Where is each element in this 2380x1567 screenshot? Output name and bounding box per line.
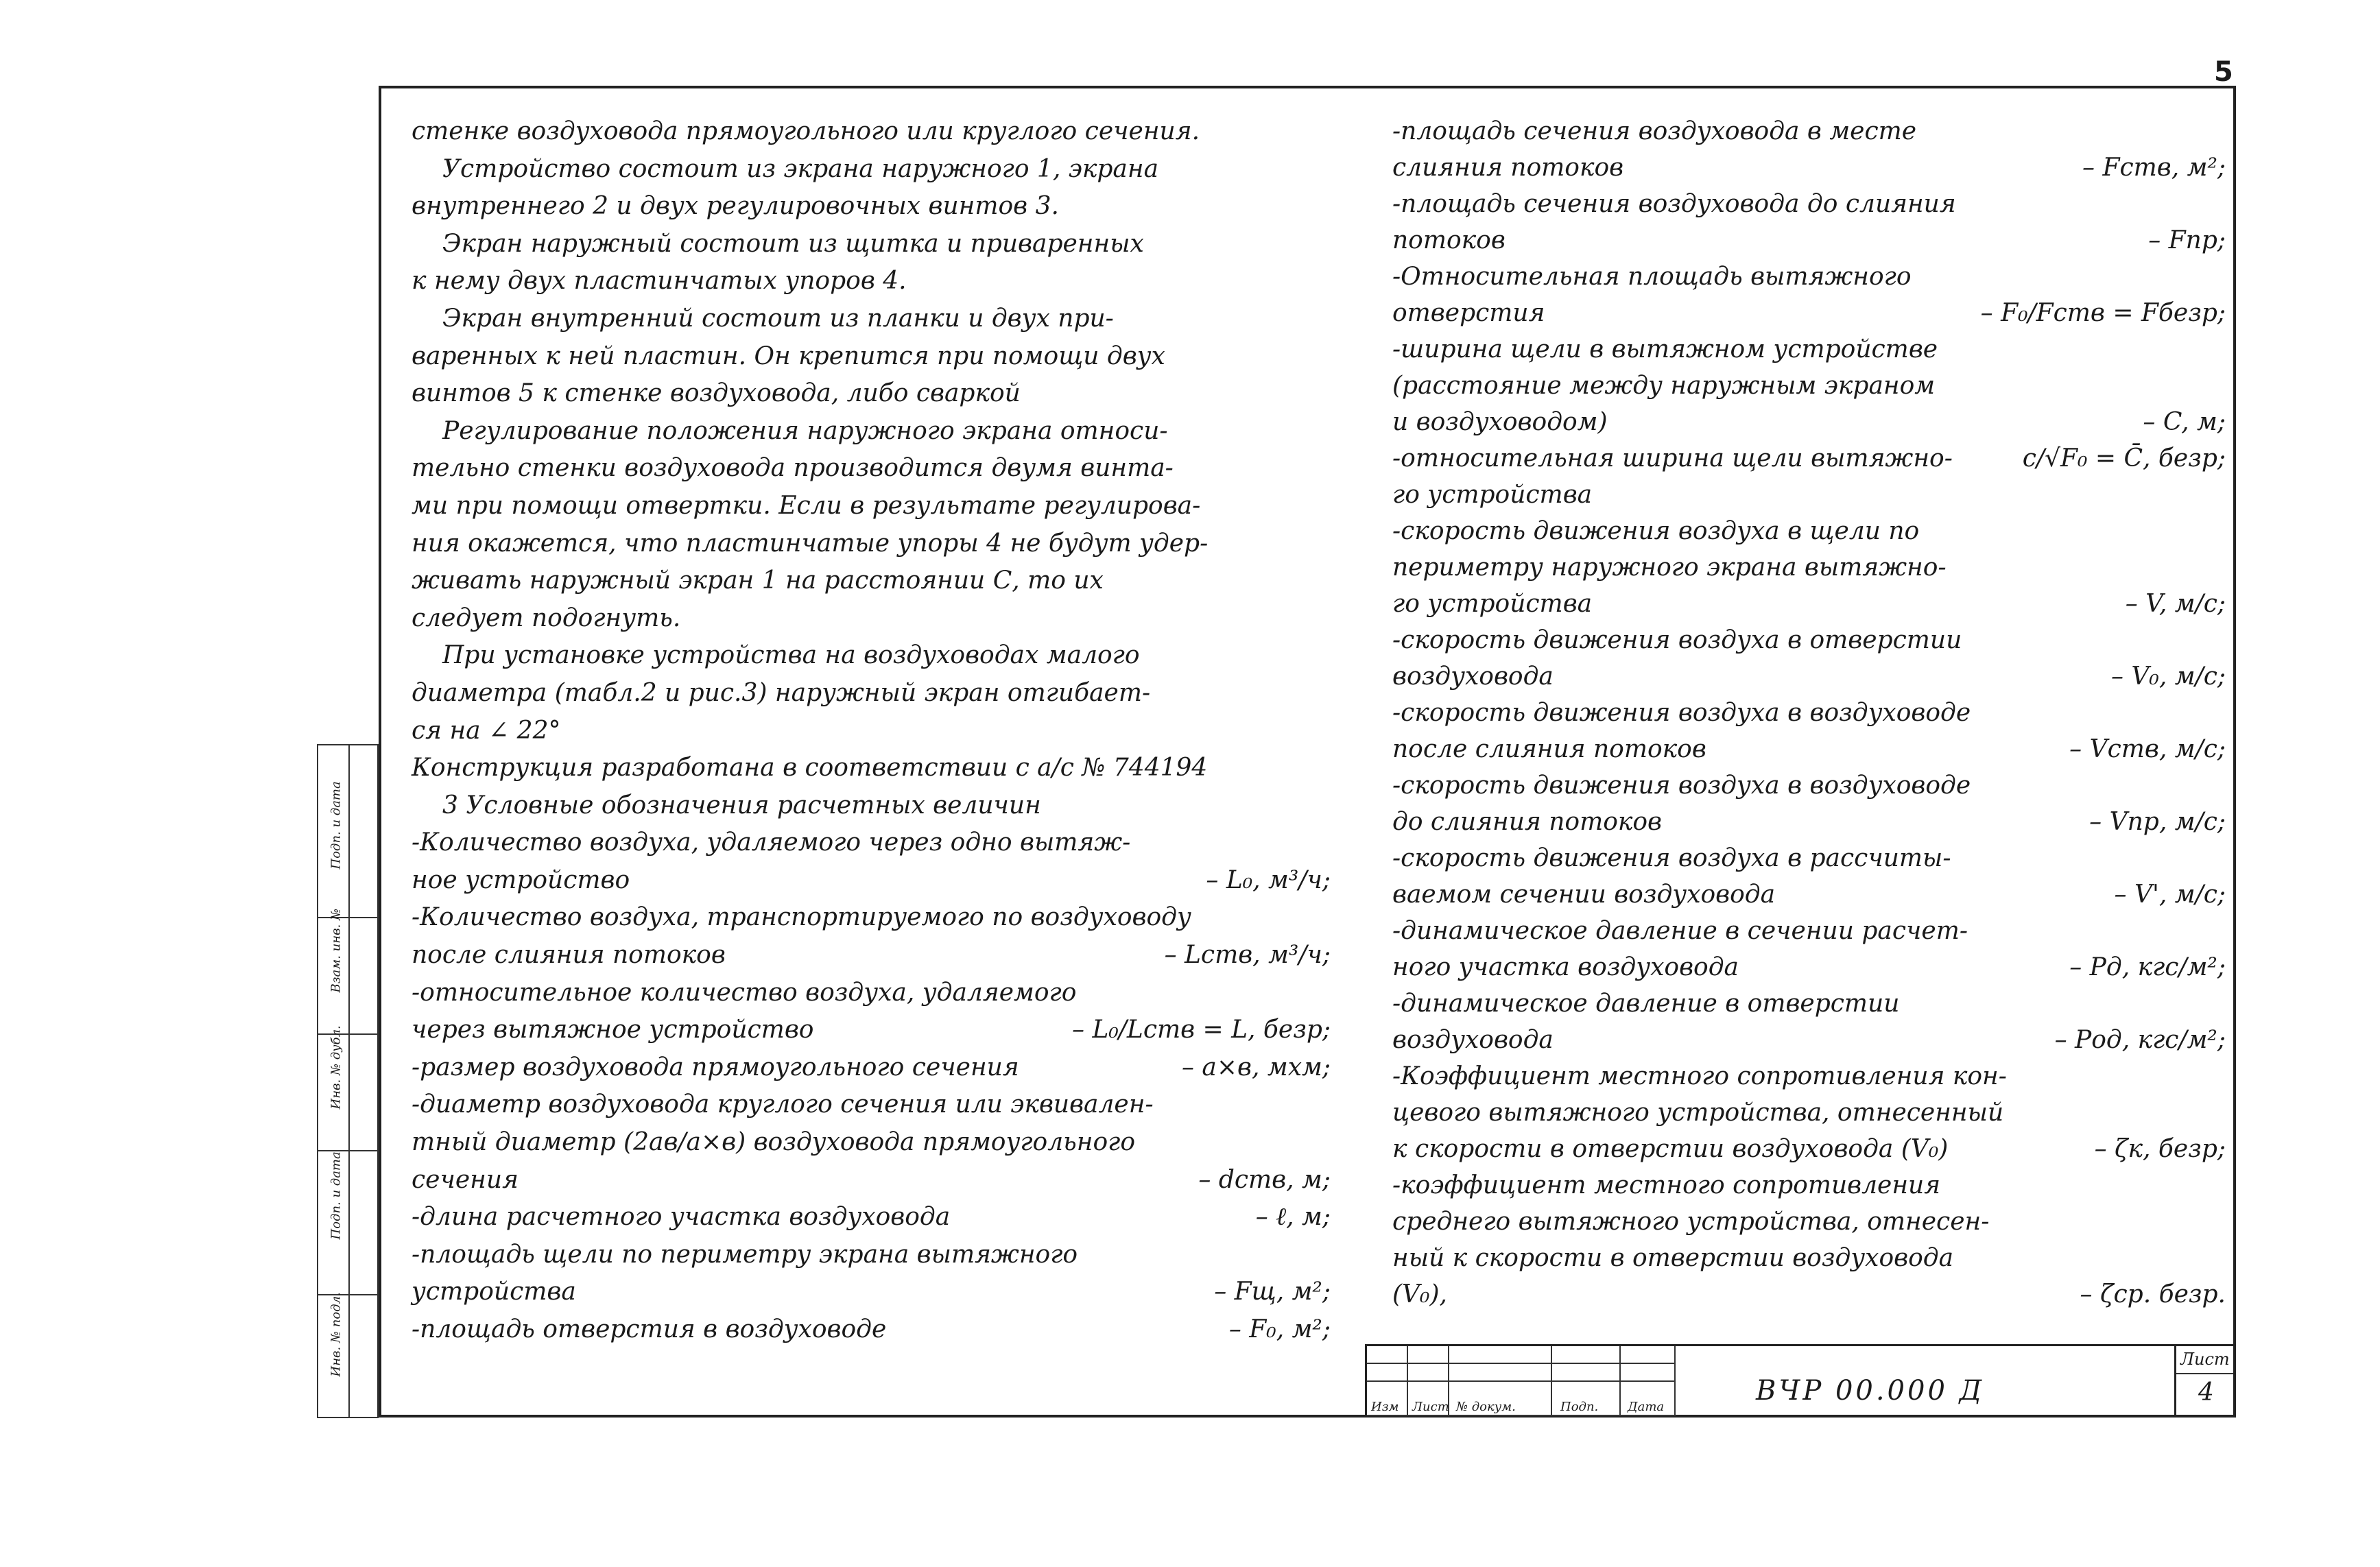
line-text: -диаметр воздуховода круглого сечения или эквивален- xyxy=(412,1090,1154,1119)
text-line xyxy=(412,862,1331,900)
text-line xyxy=(412,1124,1331,1162)
line-text: -скорость движения воздуха в щели по xyxy=(1392,517,1920,545)
text-line xyxy=(1392,658,2226,695)
text-line xyxy=(1392,222,2226,259)
line-text: отверстия xyxy=(1392,299,1545,327)
title-block-label: Лист xyxy=(1412,1400,1449,1414)
line-text: -Относительная площадь вытяжного xyxy=(1392,263,1912,291)
line-text: (V₀), xyxy=(1392,1280,1447,1308)
text-line xyxy=(1392,404,2226,440)
symbol-value: – Vcтв, м/с; xyxy=(2069,735,2226,763)
line-text: -Коэффициент местного сопротивления кон- xyxy=(1392,1062,2007,1090)
text-line xyxy=(412,1199,1331,1236)
text-line xyxy=(412,637,1331,675)
text-line xyxy=(412,750,1331,787)
line-text: (расстояние между наружным экраном xyxy=(1392,372,1936,400)
line-text: потоков xyxy=(1392,226,1506,254)
line-text: -динамическое давление в сечении расчет- xyxy=(1392,917,1968,945)
line-text: внутреннего 2 и двух регулировочных винтов 3. xyxy=(412,192,1059,221)
text-line xyxy=(1392,477,2226,513)
line-text: -Количество воздуха, удаляемого через одно вытяж- xyxy=(412,828,1131,857)
text-line xyxy=(1392,513,2226,549)
text-line xyxy=(1392,804,2226,840)
line-text: -площадь сечения воздуховода в месте xyxy=(1392,117,1917,145)
side-stamp-label: Подп. и дата xyxy=(329,1151,344,1240)
line-text: ного участка воздуховода xyxy=(1392,953,1739,981)
line-text: Регулирование положения наружного экрана относи- xyxy=(442,416,1168,445)
line-text: к нему двух пластинчатых упоров 4. xyxy=(412,267,907,296)
symbol-value: – dcтв, м; xyxy=(1198,1165,1331,1194)
text-line xyxy=(1392,949,2226,985)
line-text: Устройство состоит из экрана наружного 1, экрана xyxy=(442,154,1159,183)
text-line xyxy=(412,562,1331,600)
line-text: го устройства xyxy=(1392,481,1593,509)
title-block-label: № докум. xyxy=(1456,1400,1516,1414)
line-text: -динамическое давление в отверстии xyxy=(1392,990,1900,1018)
text-line xyxy=(412,450,1331,488)
line-text: после слияния потоков xyxy=(412,941,726,970)
text-line xyxy=(412,113,1331,151)
line-text: ся на ∠ 22° xyxy=(412,716,561,745)
text-line xyxy=(412,1049,1331,1087)
symbol-value: – C, м; xyxy=(2143,408,2226,436)
line-text: периметру наружного экрана вытяжно- xyxy=(1392,553,1947,582)
line-text: 3 Условные обозначения расчетных величин xyxy=(442,791,1041,820)
text-line xyxy=(412,1273,1331,1311)
line-text: -скорость движения воздуха в рассчиты- xyxy=(1392,844,1951,872)
title-block-label: Подп. xyxy=(1560,1400,1599,1414)
line-text: -ширина щели в вытяжном устройстве xyxy=(1392,335,1938,363)
text-line xyxy=(1392,368,2226,404)
line-text: и воздуховодом) xyxy=(1392,408,1608,436)
text-line xyxy=(412,1236,1331,1274)
symbol-value: – Vпр, м/с; xyxy=(2089,808,2226,836)
line-text: к скорости в отверстии воздуховода (V₀) xyxy=(1392,1135,1949,1163)
line-text: -скорость движения воздуха в воздуховоде xyxy=(1392,771,1971,800)
line-text: ваемом сечении воздуховода xyxy=(1392,881,1776,909)
symbol-value: – Pод, кгс/м²; xyxy=(2054,1026,2226,1054)
symbol-value: – F₀/Fcтв = Fбезр; xyxy=(1980,299,2226,327)
line-text: ное устройство xyxy=(412,865,630,894)
text-line xyxy=(412,899,1331,937)
text-line xyxy=(412,787,1331,825)
text-line xyxy=(1392,113,2226,149)
line-text: среднего вытяжного устройства, отнесен- xyxy=(1392,1208,1990,1236)
document-code: ВЧР 00.000 Д xyxy=(1756,1375,1985,1407)
line-text: -длина расчетного участка воздуховода xyxy=(412,1203,951,1232)
text-line xyxy=(1392,259,2226,295)
text-line xyxy=(412,937,1331,974)
symbol-value: – V', м/с; xyxy=(2114,881,2226,909)
line-text: -коэффициент местного сопротивления xyxy=(1392,1171,1941,1199)
symbol-value: – Fпр; xyxy=(2148,226,2226,254)
line-text: -размер воздуховода прямоугольного сечения xyxy=(412,1053,1019,1081)
text-line xyxy=(1392,1204,2226,1240)
line-text: слияния потоков xyxy=(1392,154,1624,182)
text-line xyxy=(1392,985,2226,1022)
line-text: -площадь отверстия в воздуховоде xyxy=(412,1315,887,1343)
text-line xyxy=(1392,913,2226,949)
line-text: Конструкция разработана в соответствии с а/с № 744194 xyxy=(412,754,1208,782)
symbol-value: – Lcтв, м³/ч; xyxy=(1164,941,1331,970)
text-line xyxy=(412,1086,1331,1124)
text-line xyxy=(1392,622,2226,658)
line-text: винтов 5 к стенке воздуховода, либо сваркой xyxy=(412,379,1021,408)
line-text: стенке воздуховода прямоугольного или круглого сечения. xyxy=(412,117,1200,145)
text-line xyxy=(1392,1058,2226,1094)
text-line xyxy=(1392,1131,2226,1167)
side-stamp-label: Инв. № дубл. xyxy=(329,1025,344,1110)
symbol-value: – V, м/с; xyxy=(2125,590,2226,618)
line-text: ный к скорости в отверстии воздуховода xyxy=(1392,1244,1954,1272)
text-line xyxy=(1392,331,2226,368)
title-block-label: Дата xyxy=(1628,1400,1665,1414)
symbol-value: – L₀/Lcтв = L, безр; xyxy=(1072,1016,1331,1044)
line-text: ми при помощи отвертки. Если в результате регулирова- xyxy=(412,491,1201,520)
symbol-value: – ζср. безр. xyxy=(2080,1280,2226,1308)
text-line xyxy=(412,488,1331,525)
line-text: -относительная ширина щели вытяжно- xyxy=(1392,444,1953,473)
symbol-value: – a×в, мхм; xyxy=(1181,1053,1331,1081)
line-text: тельно стенки воздуховода производится двумя винта- xyxy=(412,454,1174,483)
line-text: -скорость движения воздуха в воздуховоде xyxy=(1392,699,1971,727)
text-line xyxy=(1392,149,2226,186)
text-line xyxy=(1392,876,2226,913)
line-text: цевого вытяжного устройства, отнесенный xyxy=(1392,1099,2004,1127)
text-line xyxy=(412,151,1331,189)
text-line xyxy=(412,713,1331,750)
text-line xyxy=(412,600,1331,638)
line-text: сечения xyxy=(412,1165,519,1194)
sheet-number: 4 xyxy=(2198,1378,2214,1407)
text-line xyxy=(412,188,1331,226)
text-line xyxy=(1392,1167,2226,1204)
line-text: Экран наружный состоит из щитка и приваренных xyxy=(442,229,1144,258)
text-line xyxy=(1392,549,2226,586)
text-line xyxy=(412,300,1331,338)
line-text: до слияния потоков xyxy=(1392,808,1663,836)
text-line xyxy=(1392,295,2226,331)
text-line xyxy=(1392,840,2226,876)
line-text: -относительное количество воздуха, удаляемого xyxy=(412,978,1077,1007)
text-line xyxy=(1392,731,2226,767)
line-text: после слияния потоков xyxy=(1392,735,1706,763)
side-stamp-strip xyxy=(317,744,379,1418)
line-text: -скорость движения воздуха в отверстии xyxy=(1392,626,1962,654)
text-line xyxy=(1392,1276,2226,1313)
line-text: -площадь щели по периметру экрана вытяжного xyxy=(412,1240,1078,1269)
side-stamp-label: Подп. и дата xyxy=(329,781,344,870)
symbol-value: – F₀, м²; xyxy=(1228,1315,1331,1343)
side-stamp-label: Взам. инв. № xyxy=(329,908,344,993)
text-line xyxy=(412,1012,1331,1049)
text-line xyxy=(1392,440,2226,477)
line-text: воздуховода xyxy=(1392,1026,1554,1054)
text-line xyxy=(1392,1022,2226,1058)
symbol-value: – ζк, безр; xyxy=(2094,1135,2226,1163)
symbol-value: – V₀, м/с; xyxy=(2110,662,2226,691)
text-line xyxy=(412,226,1331,263)
side-stamp-label: Инв. № подл. xyxy=(329,1292,344,1377)
line-text: тный диаметр (2aв/a×в) воздуховода прямоугольного xyxy=(412,1128,1136,1157)
page-number: 5 xyxy=(2214,56,2233,88)
text-line xyxy=(1392,186,2226,222)
text-line xyxy=(412,1162,1331,1199)
line-text: го устройства xyxy=(1392,590,1593,618)
text-line xyxy=(412,413,1331,451)
symbol-value: – Fщ, м²; xyxy=(1214,1278,1331,1306)
line-text: -площадь сечения воздуховода до слияния xyxy=(1392,190,1956,218)
line-text: При установке устройства на воздуховодах малого xyxy=(442,641,1140,670)
line-text: ния окажется, что пластинчатые упоры 4 не будут удер- xyxy=(412,529,1209,558)
symbol-value: – L₀, м³/ч; xyxy=(1206,865,1331,894)
text-line xyxy=(412,525,1331,563)
line-text: диаметра (табл.2 и рис.3) наружный экран отгибает- xyxy=(412,678,1151,707)
line-text: -Количество воздуха, транспортируемого по воздуховоду xyxy=(412,903,1191,932)
text-line xyxy=(412,375,1331,413)
text-line xyxy=(1392,767,2226,804)
sheet-label: Лист xyxy=(2180,1350,2230,1369)
title-block-label: Изм xyxy=(1371,1400,1399,1414)
text-line xyxy=(412,824,1331,862)
line-text: варенных к ней пластин. Он крепится при помощи двух xyxy=(412,342,1165,370)
text-line xyxy=(1392,586,2226,622)
right-text-column xyxy=(1392,113,2226,1313)
line-text: Экран внутренний состоит из планки и двух при- xyxy=(442,304,1114,333)
line-text: через вытяжное устройство xyxy=(412,1016,814,1044)
symbol-value: – Pд, кгс/м²; xyxy=(2069,953,2226,981)
text-line xyxy=(412,675,1331,713)
line-text: воздуховода xyxy=(1392,662,1554,691)
text-line xyxy=(1392,1094,2226,1131)
left-text-column xyxy=(412,113,1331,1349)
line-text: следует подогнуть. xyxy=(412,603,681,632)
text-line xyxy=(412,263,1331,300)
text-line xyxy=(1392,1240,2226,1276)
text-line xyxy=(1392,695,2226,731)
symbol-value: – Fcтв, м²; xyxy=(2082,154,2226,182)
text-line xyxy=(412,974,1331,1012)
line-text: живать наружный экран 1 на расстоянии С, то их xyxy=(412,566,1104,595)
text-line xyxy=(412,1311,1331,1349)
symbol-value: c/√F₀ = C̄, безр; xyxy=(2022,444,2226,473)
line-text: устройства xyxy=(412,1278,576,1306)
text-line xyxy=(412,338,1331,376)
symbol-value: – ℓ, м; xyxy=(1255,1203,1331,1232)
sheet-box xyxy=(2174,1344,2233,1415)
